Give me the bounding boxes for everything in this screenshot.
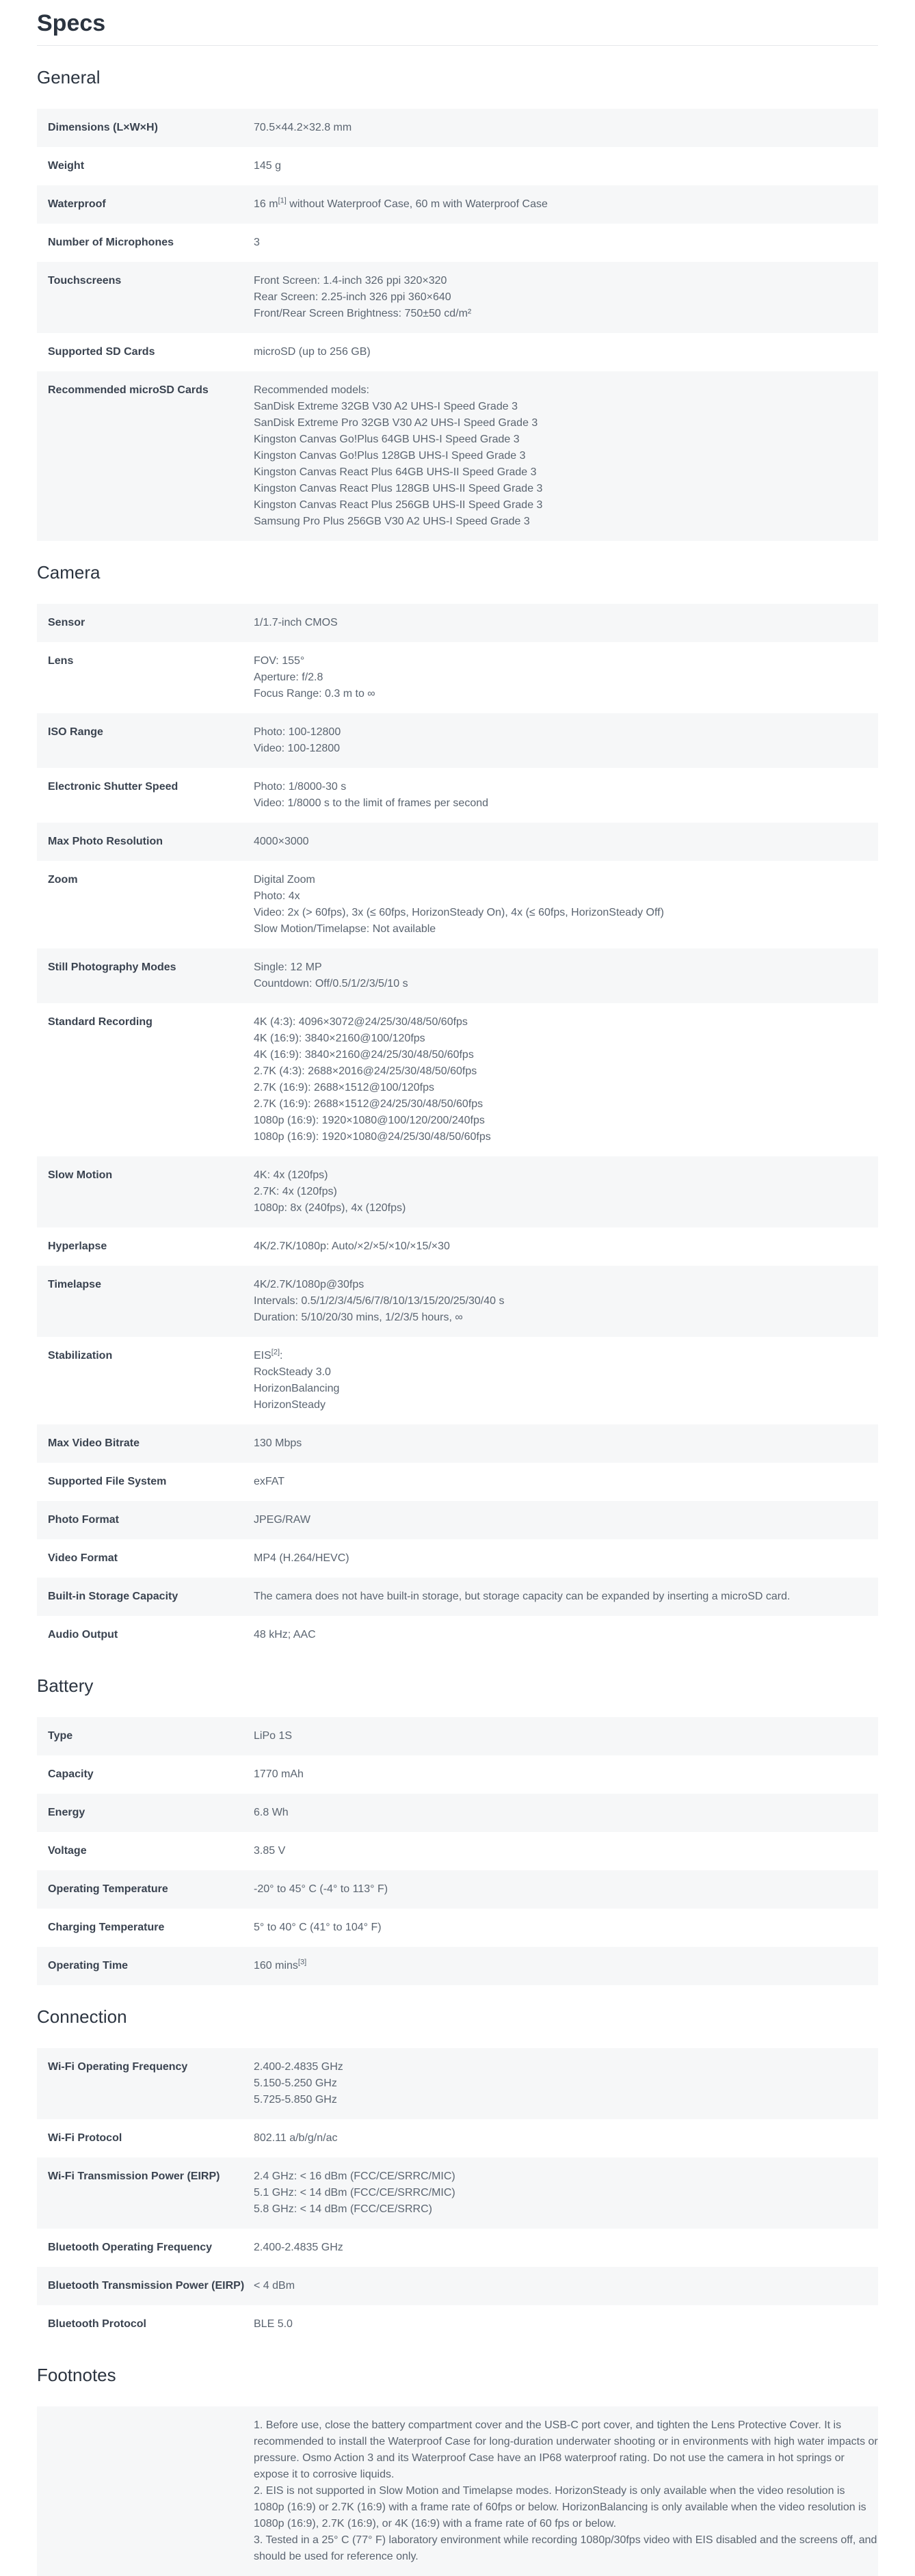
section-title: Connection bbox=[37, 2006, 127, 2027]
spec-value-line: HorizonBalancing bbox=[254, 1383, 340, 1394]
spec-value-line: Photo: 1/8000-30 s bbox=[254, 781, 347, 793]
spec-label: Lens bbox=[48, 655, 74, 667]
spec-row bbox=[37, 147, 878, 185]
spec-value-line: 1. Before use, close the battery compartment cover and the USB-C port cover, and tighten the Lens Protective Cover. It is recommended to install the Waterproof Case for long-duration underwater shooting or in environments with high water impacts or pressure. Osmo Action 3 and its Waterproof Case have an IP68 waterproof rating. Do not use the camera in hot springs or expose it to corrosive liquids. bbox=[254, 2419, 878, 2480]
section-connection bbox=[37, 1985, 878, 2343]
spec-value-line: 3.85 V bbox=[254, 1845, 286, 1857]
spec-value-line: 2.7K (16:9): 2688×1512@24/25/30/48/50/60fps bbox=[254, 1098, 483, 1110]
spec-row bbox=[37, 2229, 878, 2267]
spec-row bbox=[37, 1832, 878, 1870]
spec-value bbox=[254, 120, 878, 136]
spec-row bbox=[37, 1578, 878, 1616]
spec-row bbox=[37, 1227, 878, 1266]
spec-row bbox=[37, 1794, 878, 1832]
spec-label: Weight bbox=[48, 160, 85, 172]
spec-value-line: 4K (16:9): 3840×2160@24/25/30/48/50/60fps bbox=[254, 1049, 474, 1061]
spec-label bbox=[37, 2417, 254, 2565]
spec-label: Charging Temperature bbox=[48, 1922, 165, 1933]
spec-label: Timelapse bbox=[48, 1279, 101, 1290]
spec-row bbox=[37, 642, 878, 713]
spec-row bbox=[37, 2406, 878, 2576]
spec-value-line: RockSteady 3.0 bbox=[254, 1366, 331, 1378]
spec-value bbox=[254, 2168, 878, 2218]
spec-value-line: MP4 (H.264/HEVC) bbox=[254, 1552, 349, 1564]
spec-label: Capacity bbox=[48, 1768, 94, 1780]
spec-label: Voltage bbox=[48, 1845, 87, 1857]
spec-value bbox=[254, 273, 878, 322]
spec-value-line: 2.7K: 4x (120fps) bbox=[254, 1186, 337, 1197]
spec-value bbox=[254, 382, 878, 530]
spec-value bbox=[254, 653, 878, 702]
spec-value bbox=[254, 2059, 878, 2108]
spec-value bbox=[254, 196, 878, 213]
spec-value-line: 1080p (16:9): 1920×1080@24/25/30/48/50/60fps bbox=[254, 1131, 491, 1143]
spec-label: Slow Motion bbox=[48, 1169, 113, 1181]
spec-value bbox=[254, 344, 878, 360]
spec-value-line: exFAT bbox=[254, 1476, 285, 1487]
spec-row bbox=[37, 1266, 878, 1337]
spec-label: Bluetooth Operating Frequency bbox=[48, 2242, 213, 2253]
spec-value bbox=[254, 1474, 878, 1490]
spec-value-line: 1/1.7-inch CMOS bbox=[254, 617, 338, 628]
section-footnotes bbox=[37, 2343, 878, 2576]
spec-value bbox=[254, 2417, 878, 2565]
spec-row bbox=[37, 262, 878, 333]
spec-value bbox=[254, 1881, 878, 1898]
spec-label: Max Photo Resolution bbox=[48, 836, 163, 847]
spec-label: Operating Temperature bbox=[48, 1883, 168, 1895]
spec-value bbox=[254, 779, 878, 812]
spec-value-line: 802.11 a/b/g/n/ac bbox=[254, 2132, 338, 2144]
spec-label: Type bbox=[48, 1730, 73, 1742]
spec-label: Still Photography Modes bbox=[48, 961, 176, 973]
spec-row bbox=[37, 713, 878, 768]
spec-value-line: 4K/2.7K/1080p: Auto/×2/×5/×10/×15/×30 bbox=[254, 1240, 450, 1252]
spec-row bbox=[37, 823, 878, 861]
spec-value-line: Front Screen: 1.4-inch 326 ppi 320×320 bbox=[254, 275, 447, 287]
footnote-marker[interactable]: [1] bbox=[278, 196, 287, 205]
spec-value bbox=[254, 872, 878, 938]
spec-label: Wi-Fi Operating Frequency bbox=[48, 2061, 188, 2073]
spec-value bbox=[254, 1920, 878, 1936]
spec-row bbox=[37, 333, 878, 371]
spec-value-line: FOV: 155° bbox=[254, 655, 305, 667]
spec-value-line: Countdown: Off/0.5/1/2/3/5/10 s bbox=[254, 978, 408, 990]
spec-label: Audio Output bbox=[48, 1629, 118, 1641]
spec-value-line: Kingston Canvas React Plus 256GB UHS-II Speed Grade 3 bbox=[254, 499, 543, 511]
section-camera bbox=[37, 541, 878, 1654]
spec-value-line: Recommended models: bbox=[254, 384, 369, 396]
spec-row bbox=[37, 948, 878, 1003]
spec-row bbox=[37, 1616, 878, 1654]
spec-row bbox=[37, 1463, 878, 1501]
spec-value bbox=[254, 1238, 878, 1255]
spec-value-line: 3. Tested in a 25° C (77° F) laboratory environment while recording 1080p/30fps video with EIS disabled and the screens off, and should be used for reference only. bbox=[254, 2534, 877, 2562]
spec-label: Wi-Fi Protocol bbox=[48, 2132, 122, 2144]
spec-value bbox=[254, 1014, 878, 1145]
spec-value-line: 4K (4:3): 4096×3072@24/25/30/48/50/60fps bbox=[254, 1016, 468, 1028]
spec-value-line: Photo: 4x bbox=[254, 890, 300, 902]
spec-value bbox=[254, 1728, 878, 1744]
spec-label: Standard Recording bbox=[48, 1016, 152, 1028]
spec-label: Bluetooth Protocol bbox=[48, 2318, 146, 2330]
spec-value bbox=[254, 959, 878, 992]
spec-value-line: HorizonSteady bbox=[254, 1399, 326, 1411]
spec-row bbox=[37, 1947, 878, 1985]
spec-value-line: EIS[2]: bbox=[254, 1348, 283, 1362]
spec-label: Waterproof bbox=[48, 198, 106, 210]
spec-row bbox=[37, 861, 878, 948]
spec-value-line: SanDisk Extreme Pro 32GB V30 A2 UHS-I Speed Grade 3 bbox=[254, 417, 538, 429]
spec-label: Photo Format bbox=[48, 1514, 119, 1526]
section-title: General bbox=[37, 67, 101, 88]
spec-value-line: 2. EIS is not supported in Slow Motion and Timelapse modes. HorizonSteady is only available when the video resolution is 1080p (16:9) or 2.7K (16:9) with a frame rate of 60fps or below. HorizonBalancing is only available when the video resolution is 1080p (16:9), 2.7K (16:9), or 4K (16:9) with a frame rate of 60 fps or below. bbox=[254, 2485, 866, 2529]
spec-row bbox=[37, 2157, 878, 2229]
spec-label: Stabilization bbox=[48, 1350, 113, 1362]
spec-value bbox=[254, 615, 878, 631]
spec-value-line: 4K: 4x (120fps) bbox=[254, 1169, 328, 1181]
spec-value-line: Photo: 100-12800 bbox=[254, 726, 341, 738]
spec-row bbox=[37, 1909, 878, 1947]
section-general bbox=[37, 46, 878, 541]
spec-value bbox=[254, 1805, 878, 1821]
spec-row bbox=[37, 1337, 878, 1424]
spec-row bbox=[37, 371, 878, 541]
spec-label: Recommended microSD Cards bbox=[48, 384, 209, 396]
spec-row bbox=[37, 1870, 878, 1909]
spec-value-line: 2.400-2.4835 GHz bbox=[254, 2242, 343, 2253]
spec-value-line: Rear Screen: 2.25-inch 326 ppi 360×640 bbox=[254, 291, 451, 303]
spec-row bbox=[37, 768, 878, 823]
spec-row bbox=[37, 1003, 878, 1156]
spec-value-line: Intervals: 0.5/1/2/3/4/5/6/7/8/10/13/15/20/25/30/40 s bbox=[254, 1295, 505, 1307]
spec-value-line: 48 kHz; AAC bbox=[254, 1629, 316, 1641]
spec-row bbox=[37, 604, 878, 642]
spec-value bbox=[254, 2240, 878, 2256]
spec-value bbox=[254, 1512, 878, 1528]
spec-label: Energy bbox=[48, 1807, 85, 1818]
spec-value-line: Front/Rear Screen Brightness: 750±50 cd/m² bbox=[254, 308, 472, 319]
spec-value-line: 2.7K (16:9): 2688×1512@100/120fps bbox=[254, 1082, 434, 1093]
spec-row bbox=[37, 2119, 878, 2157]
spec-value-line: -20° to 45° C (-4° to 113° F) bbox=[254, 1883, 388, 1895]
spec-value bbox=[254, 1435, 878, 1452]
spec-row bbox=[37, 2305, 878, 2343]
spec-label: Wi-Fi Transmission Power (EIRP) bbox=[48, 2170, 220, 2182]
footnote-marker[interactable]: [3] bbox=[297, 1958, 307, 1967]
spec-value-line: Single: 12 MP bbox=[254, 961, 322, 973]
spec-value-line: Duration: 5/10/20/30 mins, 1/2/3/5 hours, ∞ bbox=[254, 1312, 463, 1323]
spec-row bbox=[37, 1755, 878, 1794]
spec-value bbox=[254, 1167, 878, 1217]
spec-value bbox=[254, 1277, 878, 1326]
spec-row bbox=[37, 185, 878, 224]
spec-value-line: 4K/2.7K/1080p@30fps bbox=[254, 1279, 364, 1290]
section-title: Footnotes bbox=[37, 2365, 116, 2385]
spec-value-line: 6.8 Wh bbox=[254, 1807, 289, 1818]
spec-label: Bluetooth Transmission Power (EIRP) bbox=[48, 2280, 245, 2292]
spec-label: Electronic Shutter Speed bbox=[48, 781, 178, 793]
spec-value-line: 5° to 40° C (41° to 104° F) bbox=[254, 1922, 382, 1933]
spec-value bbox=[254, 1550, 878, 1567]
footnote-marker[interactable]: [2] bbox=[271, 1348, 280, 1357]
spec-value-line: LiPo 1S bbox=[254, 1730, 293, 1742]
spec-row bbox=[37, 1539, 878, 1578]
spec-value-line: Kingston Canvas Go!Plus 128GB UHS-I Speed Grade 3 bbox=[254, 450, 526, 462]
spec-label: Dimensions (L×W×H) bbox=[48, 122, 158, 133]
spec-value-line: BLE 5.0 bbox=[254, 2318, 293, 2330]
spec-value bbox=[254, 1627, 878, 1643]
spec-value-line: 5.725-5.850 GHz bbox=[254, 2094, 337, 2106]
spec-sections bbox=[37, 46, 878, 2576]
section-title: Battery bbox=[37, 1675, 94, 1696]
section-battery bbox=[37, 1654, 878, 1985]
spec-label: Zoom bbox=[48, 874, 78, 886]
spec-label: Sensor bbox=[48, 617, 85, 628]
spec-value bbox=[254, 834, 878, 850]
spec-value-line: 5.1 GHz: < 14 dBm (FCC/CE/SRRC/MIC) bbox=[254, 2187, 455, 2199]
spec-value-line: Video: 1/8000 s to the limit of frames per second bbox=[254, 797, 489, 809]
spec-value bbox=[254, 1348, 878, 1413]
spec-value bbox=[254, 1958, 878, 1974]
spec-row bbox=[37, 2267, 878, 2305]
spec-value-line: 130 Mbps bbox=[254, 1437, 302, 1449]
spec-label: Built-in Storage Capacity bbox=[48, 1591, 178, 1602]
spec-value-line: Digital Zoom bbox=[254, 874, 315, 886]
spec-value bbox=[254, 2278, 878, 2294]
spec-value-line: < 4 dBm bbox=[254, 2280, 295, 2292]
spec-value-line: 3 bbox=[254, 237, 260, 248]
spec-value-line: Slow Motion/Timelapse: Not available bbox=[254, 923, 436, 935]
spec-value bbox=[254, 1766, 878, 1783]
spec-value-line: Samsung Pro Plus 256GB V30 A2 UHS-I Speed Grade 3 bbox=[254, 516, 530, 527]
spec-value-line: 2.7K (4:3): 2688×2016@24/25/30/48/50/60fps bbox=[254, 1065, 477, 1077]
spec-value-line: The camera does not have built-in storage, but storage capacity can be expanded by inserting a microSD card. bbox=[254, 1591, 791, 1602]
spec-row bbox=[37, 1156, 878, 1227]
spec-value bbox=[254, 235, 878, 251]
spec-value-line: 5.150-5.250 GHz bbox=[254, 2077, 337, 2089]
spec-value bbox=[254, 2316, 878, 2333]
spec-value-line: 145 g bbox=[254, 160, 282, 172]
spec-value-line: JPEG/RAW bbox=[254, 1514, 310, 1526]
spec-label: Video Format bbox=[48, 1552, 118, 1564]
spec-value-line: 16 m[1] without Waterproof Case, 60 m with Waterproof Case bbox=[254, 196, 548, 210]
spec-value-line: 5.8 GHz: < 14 dBm (FCC/CE/SRRC) bbox=[254, 2203, 432, 2215]
section-title: Camera bbox=[37, 562, 101, 583]
spec-value-line: 70.5×44.2×32.8 mm bbox=[254, 122, 352, 133]
spec-value-line: microSD (up to 256 GB) bbox=[254, 346, 371, 358]
spec-value-line: 4K (16:9): 3840×2160@100/120fps bbox=[254, 1033, 425, 1044]
spec-value-line: 1770 mAh bbox=[254, 1768, 304, 1780]
spec-value-line: 1080p (16:9): 1920×1080@100/120/200/240fps bbox=[254, 1115, 485, 1126]
spec-value-line: 160 mins[3] bbox=[254, 1958, 307, 1971]
spec-row bbox=[37, 1717, 878, 1755]
spec-label: Hyperlapse bbox=[48, 1240, 107, 1252]
spec-value-line: Kingston Canvas React Plus 64GB UHS-II Speed Grade 3 bbox=[254, 466, 537, 478]
spec-value-line: Video: 2x (> 60fps), 3x (≤ 60fps, HorizonSteady On), 4x (≤ 60fps, HorizonSteady Off) bbox=[254, 907, 664, 918]
page-title: Specs bbox=[37, 0, 878, 46]
spec-label: Touchscreens bbox=[48, 275, 122, 287]
spec-value-line: Aperture: f/2.8 bbox=[254, 672, 323, 683]
spec-label: ISO Range bbox=[48, 726, 103, 738]
spec-label: Supported SD Cards bbox=[48, 346, 155, 358]
spec-label: Supported File System bbox=[48, 1476, 167, 1487]
spec-value-line: 2.4 GHz: < 16 dBm (FCC/CE/SRRC/MIC) bbox=[254, 2170, 455, 2182]
spec-row bbox=[37, 1501, 878, 1539]
spec-value bbox=[254, 724, 878, 757]
spec-row bbox=[37, 1424, 878, 1463]
spec-label: Operating Time bbox=[48, 1960, 129, 1971]
spec-label: Max Video Bitrate bbox=[48, 1437, 140, 1449]
spec-value bbox=[254, 1589, 878, 1605]
spec-value-line: 2.400-2.4835 GHz bbox=[254, 2061, 343, 2073]
spec-value-line: Kingston Canvas React Plus 128GB UHS-II Speed Grade 3 bbox=[254, 483, 543, 494]
spec-value bbox=[254, 158, 878, 174]
spec-value-line: 4000×3000 bbox=[254, 836, 309, 847]
spec-value-line: Focus Range: 0.3 m to ∞ bbox=[254, 688, 375, 700]
spec-value-line: Kingston Canvas Go!Plus 64GB UHS-I Speed Grade 3 bbox=[254, 434, 520, 445]
spec-value-line: Video: 100-12800 bbox=[254, 743, 341, 754]
spec-value bbox=[254, 1843, 878, 1859]
spec-row bbox=[37, 224, 878, 262]
spec-value-line: 1080p: 8x (240fps), 4x (120fps) bbox=[254, 1202, 406, 1214]
spec-label: Number of Microphones bbox=[48, 237, 174, 248]
spec-row bbox=[37, 109, 878, 147]
spec-row bbox=[37, 2048, 878, 2119]
spec-value-line: SanDisk Extreme 32GB V30 A2 UHS-I Speed Grade 3 bbox=[254, 401, 518, 412]
spec-value bbox=[254, 2130, 878, 2147]
